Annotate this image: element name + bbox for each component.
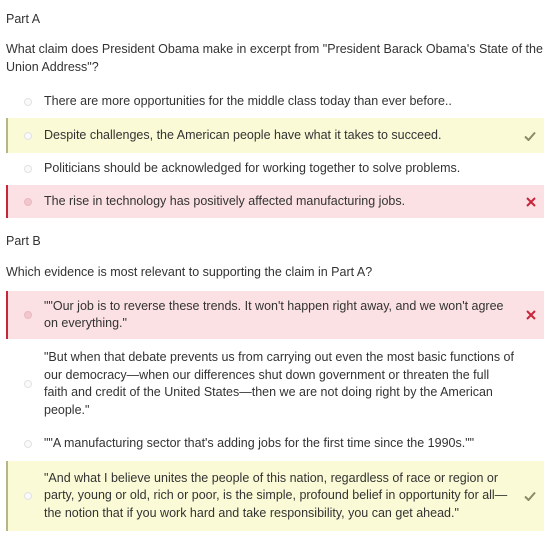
option-text: There are more opportunities for the middle class today than ever before.. <box>44 94 452 109</box>
option-text: Despite challenges, the American people have what it takes to succeed. <box>44 127 442 142</box>
part-b-question: Which evidence is most relevant to supporting the claim in Part A? <box>6 265 373 279</box>
check-icon <box>524 131 536 141</box>
part-b-option-3[interactable] <box>6 428 544 460</box>
part-b-option-4[interactable] <box>6 461 544 531</box>
check-icon <box>524 491 536 501</box>
part-b-option-2[interactable] <box>6 340 544 428</box>
option-text: "And what I believe unites the people of this nation, regardless of race or region or party, young or old, rich or poor, is the simple, profound belief in opportunity for all—the notion that if you work hard and take responsibility, you can get ahead." <box>44 470 508 520</box>
option-text: ""A manufacturing sector that's adding jobs for the first time since the 1990s."" <box>44 436 475 451</box>
radio-button[interactable] <box>24 492 32 500</box>
cross-icon <box>526 310 536 320</box>
radio-button[interactable] <box>24 98 32 106</box>
option-text: Politicians should be acknowledged for working together to solve problems. <box>44 161 461 176</box>
part-a-question: What claim does President Obama make in excerpt from "President Barack Obama's State of the Union Address"? <box>6 42 543 74</box>
part-a-option-2[interactable] <box>6 118 544 153</box>
option-text: "But when that debate prevents us from carrying out even the most basic functions of our democracy—when our differences shut down government or threaten the full faith and credit of the United States—then we are not doing right by the American people." <box>44 350 514 417</box>
part-a-label: Part A <box>6 12 41 26</box>
radio-button[interactable] <box>24 440 32 448</box>
radio-button[interactable] <box>24 380 32 388</box>
part-a-option-4[interactable] <box>6 185 544 218</box>
part-a-option-1[interactable] <box>6 86 544 118</box>
cross-icon <box>526 197 536 207</box>
part-b-option-1[interactable] <box>6 291 544 339</box>
part-b-label: Part B <box>6 234 41 248</box>
option-text: ""Our job is to reverse these trends. It won't happen right away, and we won't agree on everything." <box>44 298 504 330</box>
radio-button[interactable] <box>24 132 32 140</box>
option-text: The rise in technology has positively affected manufacturing jobs. <box>44 193 406 208</box>
radio-button[interactable] <box>24 311 32 319</box>
radio-button[interactable] <box>24 198 32 206</box>
radio-button[interactable] <box>24 165 32 173</box>
part-a-option-3[interactable] <box>6 153 544 185</box>
